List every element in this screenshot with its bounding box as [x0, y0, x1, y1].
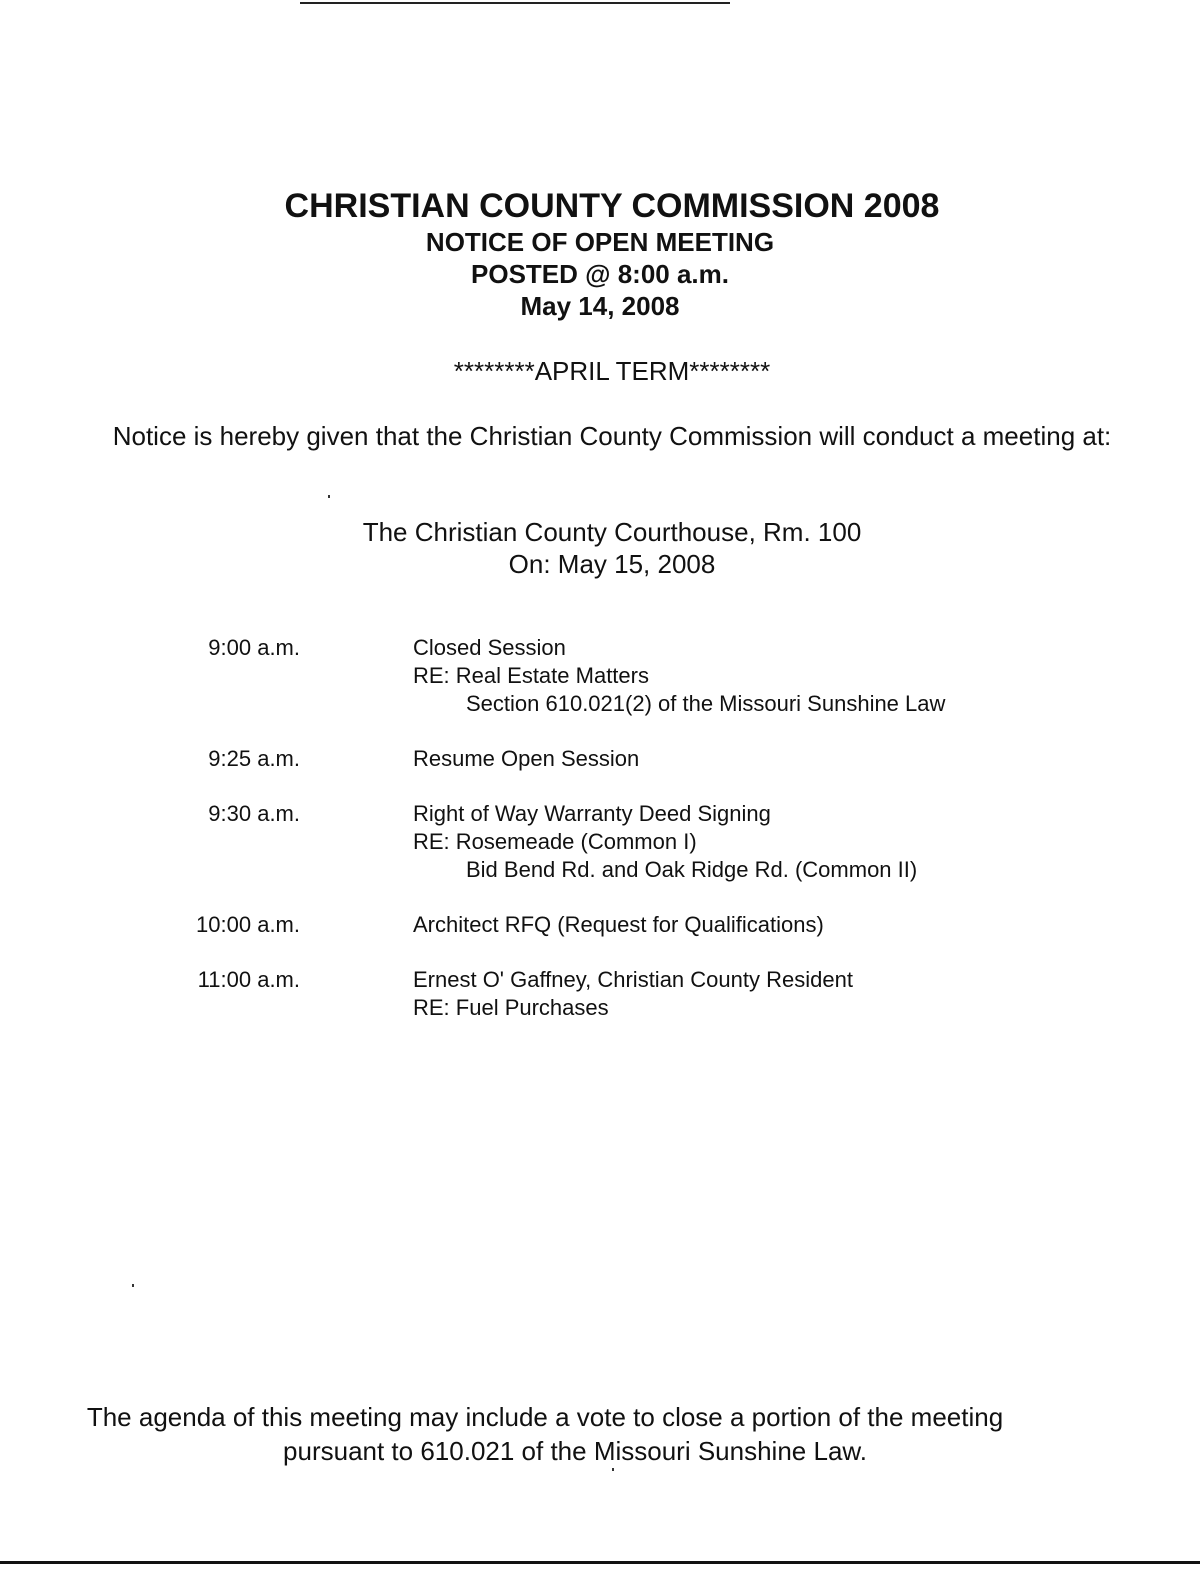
agenda-line: Architect RFQ (Request for Qualifications): [413, 912, 824, 937]
posted-date: May 14, 2008: [520, 291, 680, 321]
agenda-line: Ernest O' Gaffney, Christian County Resident: [413, 967, 853, 992]
posted-time: POSTED @ 8:00 a.m.: [471, 259, 729, 289]
agenda-item: [0, 800, 1200, 884]
notice-type: NOTICE OF OPEN MEETING: [425, 227, 775, 257]
meeting-location: [0, 516, 1200, 580]
document-title: CHRISTIAN COUNTY COMMISSION 2008: [284, 187, 940, 225]
agenda-description: [413, 634, 1200, 718]
meeting-date: On: May 15, 2008: [508, 549, 716, 579]
scan-speck: [328, 495, 330, 498]
closing-note-line-1: The agenda of this meeting may include a vote to close a portion of the meeting: [86, 1402, 1004, 1432]
document-header: [0, 186, 1200, 322]
agenda-time: 11:00 a.m.: [197, 967, 300, 992]
agenda-item: [0, 634, 1200, 718]
agenda-subline: Bid Bend Rd. and Oak Ridge Rd. (Common II): [466, 857, 918, 882]
agenda-line: Right of Way Warranty Deed Signing: [413, 801, 771, 826]
agenda-list: [0, 634, 1200, 1022]
agenda-subline: Section 610.021(2) of the Missouri Sunshine Law: [466, 691, 946, 716]
agenda-time: 9:00 a.m.: [208, 635, 300, 660]
scan-speck: [132, 1284, 134, 1287]
agenda-line: Resume Open Session: [413, 746, 640, 771]
closing-note: [40, 1400, 1050, 1468]
agenda-time: 9:25 a.m.: [208, 746, 300, 771]
agenda-item: [0, 745, 1200, 773]
agenda-line: RE: Rosemeade (Common I): [413, 829, 697, 854]
agenda-description: [413, 911, 1200, 939]
meeting-place: The Christian County Courthouse, Rm. 100: [362, 517, 862, 547]
agenda-line: RE: Real Estate Matters: [413, 663, 649, 688]
agenda-item: [0, 966, 1200, 1022]
agenda-line: Closed Session: [413, 635, 566, 660]
agenda-description: [413, 800, 1200, 884]
notice-paragraph: Notice is hereby given that the Christian County Commission will conduct a meeting at:: [112, 421, 1112, 451]
scan-speck: [612, 1468, 614, 1471]
bottom-scan-rule: [0, 1561, 1200, 1564]
top-scan-rule: [300, 2, 730, 4]
agenda-time: 9:30 a.m.: [208, 801, 300, 826]
closing-note-line-2: pursuant to 610.021 of the Missouri Sunshine Law.: [283, 1436, 867, 1466]
agenda-line: RE: Fuel Purchases: [413, 995, 609, 1020]
term-banner: ********APRIL TERM********: [453, 356, 771, 386]
agenda-description: [413, 966, 1200, 1022]
agenda-item: [0, 911, 1200, 939]
agenda-time: 10:00 a.m.: [196, 912, 300, 937]
agenda-description: [413, 745, 1200, 773]
